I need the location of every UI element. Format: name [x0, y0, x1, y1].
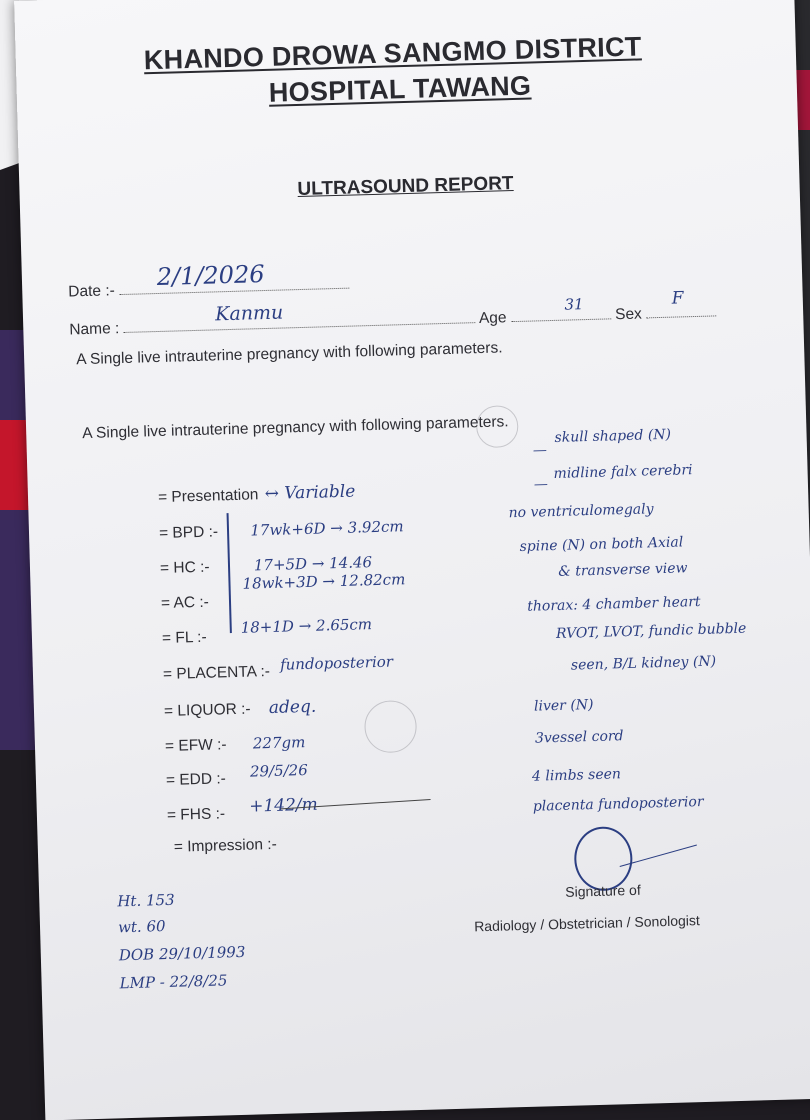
param-value: fundoposterior — [279, 652, 394, 674]
name-label: Name : — [69, 320, 120, 339]
date-value: 2/1/2026 — [156, 260, 265, 292]
finding-12: placenta fundoposterior — [532, 793, 704, 815]
vital-lmp: LMP - 22/8/25 — [119, 971, 228, 993]
param-label: = PLACENTA :- — [162, 663, 271, 683]
param-fhs — [166, 794, 318, 825]
finding-dash: — — [533, 476, 549, 493]
finding-6: thorax: 4 chamber heart — [527, 593, 701, 615]
paper-stain — [364, 700, 417, 753]
vital-height: Ht. 153 — [117, 890, 175, 911]
param-label: = FHS :- — [166, 805, 226, 824]
finding-11: 4 limbs seen — [531, 766, 622, 785]
finding-10: 3vessel cord — [534, 728, 624, 747]
param-liquor — [164, 697, 317, 721]
report-title: ULTRASOUND REPORT — [297, 173, 514, 201]
sex-dotted-line — [646, 288, 716, 318]
finding-8: seen, B/L kidney (N) — [570, 653, 717, 674]
date-dotted-line — [119, 260, 349, 295]
param-value: ↔ Variable — [264, 481, 356, 505]
param-value: 29/5/26 — [249, 760, 308, 781]
param-label: = FL :- — [161, 628, 207, 648]
hospital-name-line1: KHANDO DROWA SANGMO DISTRICT — [143, 31, 642, 76]
finding-2: midline falx cerebri — [553, 462, 693, 483]
name-dotted-line — [123, 301, 475, 333]
finding-1: skull shaped (N) — [554, 426, 672, 446]
intro-text-1: A Single live intrauterine pregnancy with following parameters. — [75, 339, 503, 369]
param-presentation — [158, 482, 356, 508]
age-value: 31 — [564, 295, 584, 314]
sex-value: F — [671, 288, 684, 309]
param-label: = EFW :- — [164, 736, 227, 755]
param-ac-value: 18wk+3D → 12.82cm — [242, 570, 406, 593]
param-value: 18+1D → 2.65cm — [240, 615, 373, 637]
param-ac-label: = AC :- — [160, 593, 210, 613]
date-label: Date :- — [68, 282, 116, 301]
param-edd — [165, 760, 308, 790]
param-impression: = Impression :- — [173, 835, 277, 856]
vital-dob: DOB 29/10/1993 — [118, 942, 246, 965]
param-placenta — [162, 652, 394, 684]
param-value: +142/m — [248, 794, 318, 817]
param-bpd — [159, 517, 404, 543]
finding-5: & transverse view — [558, 560, 688, 580]
vital-weight: wt. 60 — [117, 917, 166, 937]
param-value: 17wk+6D → 3.92cm — [250, 517, 404, 540]
finding-3: no ventriculomegaly — [508, 501, 654, 522]
hospital-name-line2: HOSPITAL TAWANG — [268, 70, 532, 108]
sex-label: Sex — [614, 305, 643, 324]
signature-role: Radiology / Obstetrician / Sonologist — [473, 912, 700, 935]
param-value: 227gm — [252, 733, 306, 753]
param-value: adeq. — [268, 696, 317, 719]
param-value: 17+5D → 14.46 — [253, 553, 373, 575]
finding-9: liver (N) — [533, 696, 594, 715]
ultrasound-report-sheet — [14, 0, 810, 1120]
signature-label: Signature of — [565, 881, 641, 900]
param-label: = Presentation — [157, 486, 259, 507]
intro-text-2: A Single live intrauterine pregnancy with following parameters. — [82, 413, 509, 443]
param-label: = LIQUOR :- — [163, 700, 251, 720]
param-efw — [165, 733, 306, 756]
param-label: = HC :- — [159, 558, 210, 578]
paper-stain — [476, 405, 519, 448]
age-label: Age — [478, 309, 507, 328]
param-fl — [161, 615, 373, 648]
param-label: = BPD :- — [158, 523, 219, 543]
param-label: = EDD :- — [165, 770, 227, 789]
name-value: Kanmu — [214, 301, 284, 326]
finding-skull-prefix: — — [532, 442, 548, 459]
finding-7: RVOT, LVOT, fundic bubble — [555, 620, 747, 643]
date-row — [68, 260, 349, 302]
finding-4: spine (N) on both Axial — [519, 534, 684, 555]
age-dotted-line — [511, 295, 611, 322]
